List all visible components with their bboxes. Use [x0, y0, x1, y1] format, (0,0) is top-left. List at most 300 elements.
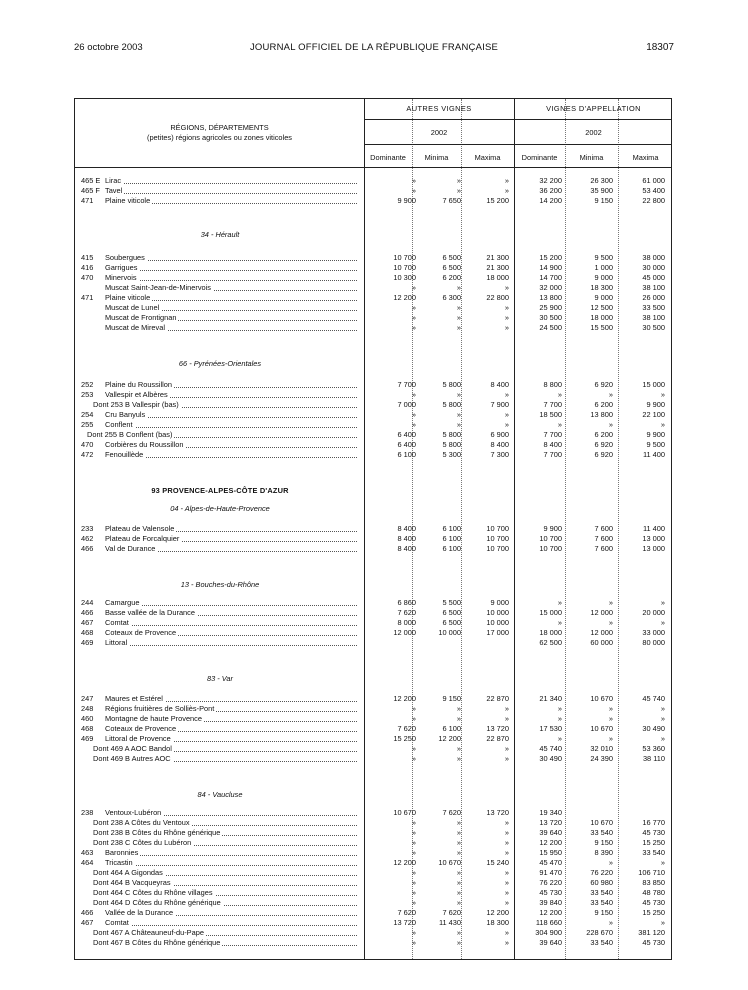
cell-autres-maxima: »: [504, 818, 509, 827]
cell-appellation-minima: 6 200: [594, 400, 613, 409]
cell-appellation-minima: 33 540: [590, 828, 613, 837]
cell-appellation-minima: 228 670: [586, 928, 613, 937]
department-heading: [75, 674, 671, 684]
cell-autres-minima: »: [456, 186, 461, 195]
zone-name: Dont 464 A Gigondas: [93, 868, 163, 877]
cell-autres-minima: »: [456, 818, 461, 827]
zone-name: Dont 467 A Châteauneuf-du-Pape: [93, 928, 204, 937]
cell-appellation-dominante: 7 700: [543, 430, 562, 439]
cell-autres-maxima: »: [504, 714, 509, 723]
zone-name: Fenouillède: [105, 450, 144, 459]
publication-date: 26 octobre 2003: [74, 42, 143, 53]
cell-autres-minima: 6 100: [442, 544, 461, 553]
zone-name: Tavel: [105, 186, 123, 195]
cell-appellation-maxima: »: [660, 420, 665, 429]
cell-appellation-minima: »: [608, 618, 613, 627]
cell-appellation-maxima: »: [660, 858, 665, 867]
cell-appellation-dominante: 118 660: [535, 918, 562, 927]
cell-appellation-maxima: 33 540: [642, 848, 665, 857]
cell-autres-dominante: 7 700: [397, 380, 416, 389]
row-label: [81, 263, 357, 273]
cell-appellation-minima: 7 600: [594, 534, 613, 543]
cell-autres-maxima: 12 200: [486, 908, 509, 917]
cell-autres-maxima: 9 000: [490, 598, 509, 607]
cell-appellation-maxima: »: [660, 618, 665, 627]
page-number: 18307: [646, 42, 674, 53]
cell-appellation-maxima: »: [660, 918, 665, 927]
zone-name: Dont 464 D Côtes du Rhône générique: [93, 898, 221, 907]
cell-autres-dominante: »: [411, 754, 416, 763]
table-row: [75, 450, 671, 460]
cell-autres-minima: »: [456, 848, 461, 857]
cell-appellation-minima: 8 390: [594, 848, 613, 857]
zone-code: 469: [81, 734, 94, 743]
cell-autres-minima: 9 150: [442, 694, 461, 703]
cell-autres-dominante: »: [411, 848, 416, 857]
cell-autres-dominante: 12 200: [393, 293, 416, 302]
cell-appellation-maxima: 45 730: [642, 938, 665, 947]
cell-autres-minima: »: [456, 744, 461, 753]
row-label: [81, 818, 357, 828]
zone-name: Plateau de Valensole: [105, 524, 175, 533]
cell-appellation-maxima: 30 490: [642, 724, 665, 733]
col-minima-1: Minima: [424, 153, 449, 162]
cell-appellation-maxima: 45 730: [642, 898, 665, 907]
cell-appellation-minima: 33 540: [590, 888, 613, 897]
cell-autres-minima: 6 500: [442, 263, 461, 272]
table-row: [75, 828, 671, 838]
cell-appellation-minima: 9 150: [594, 196, 613, 205]
zone-code: 244: [81, 598, 94, 607]
table-row: [75, 380, 671, 390]
row-label: [81, 848, 357, 858]
cell-appellation-dominante: 8 800: [543, 380, 562, 389]
zone-code: 471: [81, 196, 94, 205]
zone-name: Littoral de Provence: [105, 734, 171, 743]
cell-autres-maxima: 6 900: [490, 430, 509, 439]
group-vignes-appellation: VIGNES D'APPELLATION: [546, 104, 641, 113]
cell-appellation-dominante: 14 700: [539, 273, 562, 282]
row-label: [81, 898, 357, 908]
cell-autres-dominante: 13 720: [393, 918, 416, 927]
year-autres: 2002: [430, 128, 448, 137]
cell-autres-maxima: »: [504, 390, 509, 399]
cell-appellation-dominante: 9 900: [543, 524, 562, 533]
row-label: [81, 724, 357, 734]
zone-name: Minervois: [105, 273, 137, 282]
cell-appellation-maxima: 15 000: [642, 380, 665, 389]
cell-autres-dominante: 12 200: [393, 694, 416, 703]
table-row: [75, 618, 671, 628]
cell-appellation-dominante: »: [557, 704, 562, 713]
zone-name: Dont 464 C Côtes du Rhône villages: [93, 888, 213, 897]
cell-autres-minima: 11 430: [438, 918, 461, 927]
zone-code: 466: [81, 544, 94, 553]
cell-autres-maxima: 10 700: [486, 534, 509, 543]
zone-code: 469: [81, 638, 94, 647]
section-label: 84 - Vaucluse: [197, 790, 243, 799]
cell-appellation-minima: 6 920: [594, 450, 613, 459]
vineyard-price-table: [74, 98, 672, 960]
cell-appellation-dominante: 24 500: [539, 323, 562, 332]
row-label: [81, 380, 357, 390]
cell-appellation-dominante: 76 220: [539, 878, 562, 887]
row-label: [81, 888, 357, 898]
table-row: [75, 253, 671, 263]
table-row: [75, 898, 671, 908]
cell-appellation-maxima: »: [660, 598, 665, 607]
row-label: [81, 638, 357, 648]
cell-appellation-maxima: 53 360: [642, 744, 665, 753]
cell-appellation-maxima: 20 000: [642, 608, 665, 617]
table-row: [75, 868, 671, 878]
table-row: [75, 293, 671, 303]
cell-autres-maxima: »: [504, 868, 509, 877]
cell-appellation-minima: 6 920: [594, 440, 613, 449]
cell-appellation-dominante: 39 640: [539, 828, 562, 837]
zone-name: Camargue: [105, 598, 140, 607]
cell-autres-minima: »: [456, 176, 461, 185]
group-autres-vignes: AUTRES VIGNES: [406, 104, 472, 113]
zone-name: Comtat: [105, 618, 129, 627]
zone-name: Lirac: [105, 176, 122, 185]
row-label: [81, 390, 357, 400]
cell-autres-maxima: 7 300: [490, 450, 509, 459]
cell-autres-maxima: 10 000: [486, 618, 509, 627]
table-row: [75, 628, 671, 638]
cell-autres-minima: »: [456, 888, 461, 897]
table-row: [75, 430, 671, 440]
cell-autres-dominante: »: [411, 410, 416, 419]
regions-title: RÉGIONS, DÉPARTEMENTS: [170, 123, 269, 132]
table-row: [75, 410, 671, 420]
table-row: [75, 754, 671, 764]
cell-autres-minima: 5 800: [442, 400, 461, 409]
cell-autres-dominante: »: [411, 313, 416, 322]
cell-autres-maxima: 10 700: [486, 544, 509, 553]
cell-autres-dominante: »: [411, 744, 416, 753]
cell-appellation-minima: 10 670: [590, 724, 613, 733]
row-label: [81, 838, 357, 848]
cell-autres-minima: »: [456, 714, 461, 723]
zone-code: 252: [81, 380, 94, 389]
table-row: [75, 263, 671, 273]
cell-appellation-maxima: 83 850: [642, 878, 665, 887]
section-label: 66 - Pyrénées-Orientales: [178, 359, 262, 368]
table-row: [75, 303, 671, 313]
regions-header: [75, 123, 364, 143]
table-row: [75, 176, 671, 186]
cell-autres-dominante: 8 400: [397, 534, 416, 543]
cell-appellation-maxima: »: [660, 734, 665, 743]
cell-appellation-maxima: 33 500: [642, 303, 665, 312]
cell-appellation-dominante: 45 470: [539, 858, 562, 867]
cell-appellation-maxima: 80 000: [642, 638, 665, 647]
table-row: [75, 440, 671, 450]
zone-code: 471: [81, 293, 94, 302]
row-label: [81, 808, 357, 818]
cell-appellation-dominante: 21 340: [539, 694, 562, 703]
cell-appellation-maxima: 9 900: [646, 430, 665, 439]
cell-appellation-maxima: 26 000: [642, 293, 665, 302]
cell-appellation-dominante: 12 200: [539, 908, 562, 917]
col-dominante-1: Dominante: [370, 153, 406, 162]
table-row: [75, 734, 671, 744]
table-row: [75, 714, 671, 724]
cell-appellation-minima: 9 150: [594, 838, 613, 847]
col-maxima-2: Maxima: [632, 153, 659, 162]
cell-appellation-maxima: 30 500: [642, 323, 665, 332]
zone-name: Val de Durance: [105, 544, 156, 553]
cell-autres-maxima: »: [504, 704, 509, 713]
row-label: [81, 303, 357, 313]
cell-autres-dominante: 6 100: [397, 450, 416, 459]
table-row: [75, 848, 671, 858]
cell-autres-dominante: »: [411, 868, 416, 877]
zone-name: Régions fruitières de Solliès-Pont: [105, 704, 215, 713]
cell-autres-dominante: 15 250: [393, 734, 416, 743]
row-label: [81, 293, 357, 303]
cell-autres-maxima: 18 000: [486, 273, 509, 282]
cell-appellation-minima: 24 390: [590, 754, 613, 763]
cell-appellation-dominante: 36 200: [539, 186, 562, 195]
table-row: [75, 544, 671, 554]
row-label: [81, 400, 357, 410]
cell-appellation-dominante: 25 900: [539, 303, 562, 312]
cell-appellation-minima: 10 670: [590, 818, 613, 827]
table-row: [75, 694, 671, 704]
cell-autres-minima: »: [456, 410, 461, 419]
row-label: [81, 618, 357, 628]
cell-autres-minima: »: [456, 283, 461, 292]
cell-appellation-minima: 18 300: [590, 283, 613, 292]
zone-name: Muscat de Frontignan: [105, 313, 177, 322]
cell-autres-dominante: 6 860: [397, 598, 416, 607]
cell-appellation-minima: 18 000: [590, 313, 613, 322]
table-row: [75, 283, 671, 293]
cell-autres-maxima: »: [504, 176, 509, 185]
cell-appellation-minima: 9 500: [594, 253, 613, 262]
cell-autres-minima: »: [456, 323, 461, 332]
row-label: [81, 323, 357, 333]
cell-autres-maxima: 10 700: [486, 524, 509, 533]
cell-autres-maxima: »: [504, 186, 509, 195]
cell-autres-dominante: 8 000: [397, 618, 416, 627]
cell-autres-dominante: »: [411, 420, 416, 429]
cell-autres-minima: 7 620: [442, 808, 461, 817]
cell-appellation-maxima: 45 740: [642, 694, 665, 703]
cell-appellation-dominante: »: [557, 618, 562, 627]
cell-appellation-dominante: 15 000: [539, 608, 562, 617]
zone-name: Dont 253 B Vallespir (bas): [93, 400, 179, 409]
cell-autres-minima: 12 200: [438, 734, 461, 743]
cell-appellation-minima: 12 500: [590, 303, 613, 312]
cell-appellation-minima: 6 920: [594, 380, 613, 389]
cell-appellation-dominante: 32 200: [539, 176, 562, 185]
row-label: [81, 196, 357, 206]
cell-appellation-dominante: 18 000: [539, 628, 562, 637]
cell-autres-maxima: »: [504, 928, 509, 937]
row-label: [81, 186, 357, 196]
department-heading: [75, 790, 671, 800]
row-label: [81, 313, 357, 323]
cell-appellation-minima: »: [608, 420, 613, 429]
cell-appellation-maxima: 33 000: [642, 628, 665, 637]
cell-appellation-dominante: »: [557, 714, 562, 723]
cell-appellation-dominante: 7 700: [543, 450, 562, 459]
department-heading: [75, 580, 671, 590]
cell-autres-maxima: 13 720: [486, 724, 509, 733]
table-row: [75, 918, 671, 928]
cell-appellation-maxima: 15 250: [642, 908, 665, 917]
cell-autres-minima: 6 100: [442, 724, 461, 733]
cell-appellation-maxima: »: [660, 704, 665, 713]
cell-appellation-minima: 76 220: [590, 868, 613, 877]
cell-autres-maxima: 22 870: [486, 734, 509, 743]
cell-appellation-minima: 9 000: [594, 273, 613, 282]
table-row: [75, 818, 671, 828]
department-heading: [75, 230, 671, 240]
cell-autres-dominante: 10 670: [393, 808, 416, 817]
cell-appellation-maxima: 11 400: [642, 524, 665, 533]
zone-code: 415: [81, 253, 94, 262]
cell-appellation-minima: 6 200: [594, 430, 613, 439]
cell-autres-dominante: »: [411, 390, 416, 399]
table-row: [75, 878, 671, 888]
cell-appellation-maxima: 45 730: [642, 828, 665, 837]
header-rule: [364, 144, 671, 145]
cell-autres-maxima: »: [504, 838, 509, 847]
cell-autres-dominante: »: [411, 888, 416, 897]
zone-name: Plateau de Forcalquier: [105, 534, 180, 543]
zone-code: 238: [81, 808, 94, 817]
table-row: [75, 598, 671, 608]
cell-appellation-maxima: 9 500: [646, 440, 665, 449]
cell-autres-minima: »: [456, 704, 461, 713]
row-label: [81, 754, 357, 764]
cell-appellation-minima: 60 980: [590, 878, 613, 887]
cell-appellation-minima: 1 000: [594, 263, 613, 272]
cell-autres-minima: 5 300: [442, 450, 461, 459]
zone-code: 462: [81, 534, 94, 543]
zone-name: Garrigues: [105, 263, 138, 272]
cell-autres-minima: »: [456, 313, 461, 322]
cell-autres-minima: 10 670: [438, 858, 461, 867]
table-row: [75, 186, 671, 196]
cell-autres-minima: 5 800: [442, 440, 461, 449]
zone-code: 463: [81, 848, 94, 857]
cell-autres-maxima: »: [504, 744, 509, 753]
cell-autres-minima: 6 100: [442, 534, 461, 543]
cell-autres-dominante: »: [411, 828, 416, 837]
section-label: 34 - Hérault: [200, 230, 240, 239]
cell-autres-maxima: »: [504, 938, 509, 947]
regions-subtitle: (petites) régions agricoles ou zones viticoles: [146, 133, 292, 142]
cell-autres-dominante: 7 620: [397, 724, 416, 733]
zone-name: Maures et Estérel: [105, 694, 163, 703]
cell-autres-minima: »: [456, 838, 461, 847]
cell-appellation-minima: »: [608, 714, 613, 723]
cell-appellation-dominante: »: [557, 420, 562, 429]
row-label: [81, 544, 357, 554]
cell-appellation-dominante: 30 490: [539, 754, 562, 763]
cell-autres-maxima: »: [504, 898, 509, 907]
cell-appellation-minima: »: [608, 598, 613, 607]
cell-appellation-minima: 12 000: [590, 628, 613, 637]
cell-autres-minima: 6 300: [442, 293, 461, 302]
cell-autres-minima: 5 800: [442, 380, 461, 389]
cell-autres-maxima: 17 000: [486, 628, 509, 637]
zone-name: Muscat de Mireval: [105, 323, 165, 332]
cell-autres-dominante: »: [411, 323, 416, 332]
cell-autres-dominante: 8 400: [397, 524, 416, 533]
zone-name: Dont 238 B Côtes du Rhône générique: [93, 828, 221, 837]
cell-autres-maxima: »: [504, 303, 509, 312]
row-label: [81, 734, 357, 744]
cell-appellation-maxima: 13 000: [642, 534, 665, 543]
cell-appellation-dominante: 304 900: [535, 928, 562, 937]
zone-name: Dont 469 B Autres AOC: [93, 754, 171, 763]
zone-name: Soubergues: [105, 253, 145, 262]
row-label: [81, 938, 357, 948]
cell-autres-maxima: »: [504, 878, 509, 887]
cell-autres-dominante: 7 620: [397, 608, 416, 617]
cell-autres-maxima: »: [504, 888, 509, 897]
zone-code: 416: [81, 263, 94, 272]
header-bottom-rule: [75, 167, 671, 168]
zone-name: Dont 238 C Côtes du Lubéron: [93, 838, 192, 847]
cell-appellation-maxima: 61 000: [642, 176, 665, 185]
row-label: [81, 714, 357, 724]
zone-code: 467: [81, 618, 94, 627]
cell-autres-dominante: 9 900: [397, 196, 416, 205]
zone-code: 255: [81, 420, 94, 429]
row-label: [81, 694, 357, 704]
zone-name: Vallée de la Durance: [105, 908, 174, 917]
cell-appellation-dominante: 15 950: [539, 848, 562, 857]
cell-appellation-dominante: 45 730: [539, 888, 562, 897]
table-row: [75, 888, 671, 898]
department-heading: [75, 504, 671, 514]
cell-appellation-maxima: 15 250: [642, 838, 665, 847]
cell-appellation-minima: 32 010: [590, 744, 613, 753]
cell-autres-dominante: »: [411, 704, 416, 713]
cell-autres-minima: »: [456, 878, 461, 887]
table-row: [75, 638, 671, 648]
cell-autres-dominante: 7 620: [397, 908, 416, 917]
row-label: [81, 450, 357, 460]
cell-autres-minima: »: [456, 754, 461, 763]
cell-appellation-dominante: 39 640: [539, 938, 562, 947]
table-row: [75, 390, 671, 400]
table-row: [75, 400, 671, 410]
table-row: [75, 534, 671, 544]
zone-code: 254: [81, 410, 94, 419]
cell-autres-dominante: 7 000: [397, 400, 416, 409]
cell-appellation-dominante: 32 000: [539, 283, 562, 292]
cell-appellation-minima: »: [608, 918, 613, 927]
cell-appellation-minima: 33 540: [590, 898, 613, 907]
region-heading: [75, 486, 671, 496]
cell-autres-minima: 6 100: [442, 524, 461, 533]
row-label: [81, 878, 357, 888]
cell-autres-dominante: 12 000: [393, 628, 416, 637]
cell-appellation-dominante: 13 720: [539, 818, 562, 827]
zone-name: Comtat: [105, 918, 129, 927]
table-row: [75, 313, 671, 323]
zone-name: Coteaux de Provence: [105, 724, 177, 733]
cell-appellation-dominante: 18 500: [539, 410, 562, 419]
